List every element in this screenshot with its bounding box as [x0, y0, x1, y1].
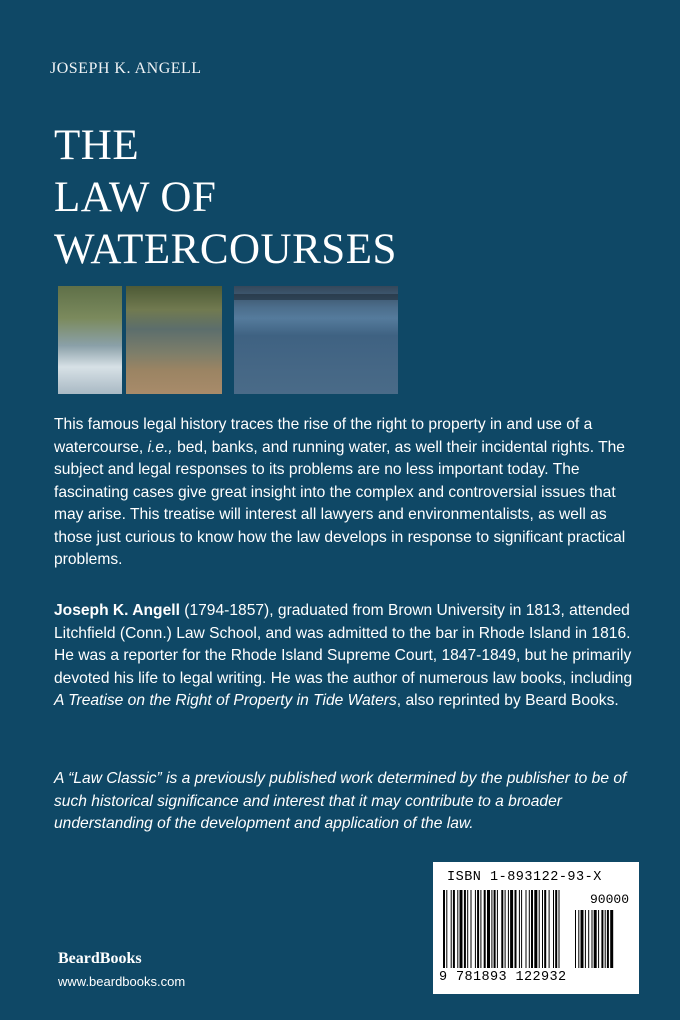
book-title [54, 120, 397, 276]
title-line: THE [54, 122, 140, 169]
author-bio-paragraph [54, 600, 644, 713]
title-line: LAW OF [54, 174, 217, 221]
text-run: Joseph K. Angell [54, 602, 180, 619]
river-surface-photo [234, 286, 398, 394]
text-run: (1794-1857), graduated from Brown University in 1813, attended Litchfield (Conn.) Law School, and was admitted to the bar in Rhode Island in 1816. He was a reporter for the Rhode Island Supreme Court, 1847-1849, but he primarily devoted his life to legal writing. He was the author of numerous law books, including [54, 602, 633, 687]
watercourse-photos [58, 286, 398, 394]
publisher-website: www.beardbooks.com [58, 974, 186, 989]
barcode-box [433, 862, 639, 994]
isbn-text: ISBN 1-893122-93-X [447, 870, 602, 885]
riverbank-photo [126, 286, 222, 394]
price-code: 90000 [589, 892, 629, 907]
publisher-logo: BeardBooks [58, 950, 142, 967]
text-run: , also reprinted by Beard Books. [396, 692, 619, 709]
ean-number: 9 781893 122932 [439, 970, 567, 985]
text-run: A Treatise on the Right of Property in Tide Waters [54, 692, 397, 709]
description-paragraph [54, 414, 644, 572]
waterfall-photo [58, 286, 122, 394]
text-run: i.e., [147, 438, 173, 456]
text-run: bed, banks, and running water, as well their incidental rights. The subject and legal responses to its problems are no less important today. The fascinating cases give great insight into the complex and controversial issues that may arise. This treatise will interest all lawyers and environmentalists, as well as those just curious to know how the law develops in response to significant practical problems. [54, 438, 626, 568]
title-line: WATERCOURSES [54, 226, 397, 273]
author-name: JOSEPH K. ANGELL [50, 60, 202, 77]
text-run: This famous legal history traces the rise of the right to property in and use of a watercourse, [54, 416, 593, 456]
law-classic-note: A “Law Classic” is a previously published work determined by the publisher to be of such historical significance and interest that it may contribute to a broader understanding of the development and application of the law. [54, 770, 627, 832]
